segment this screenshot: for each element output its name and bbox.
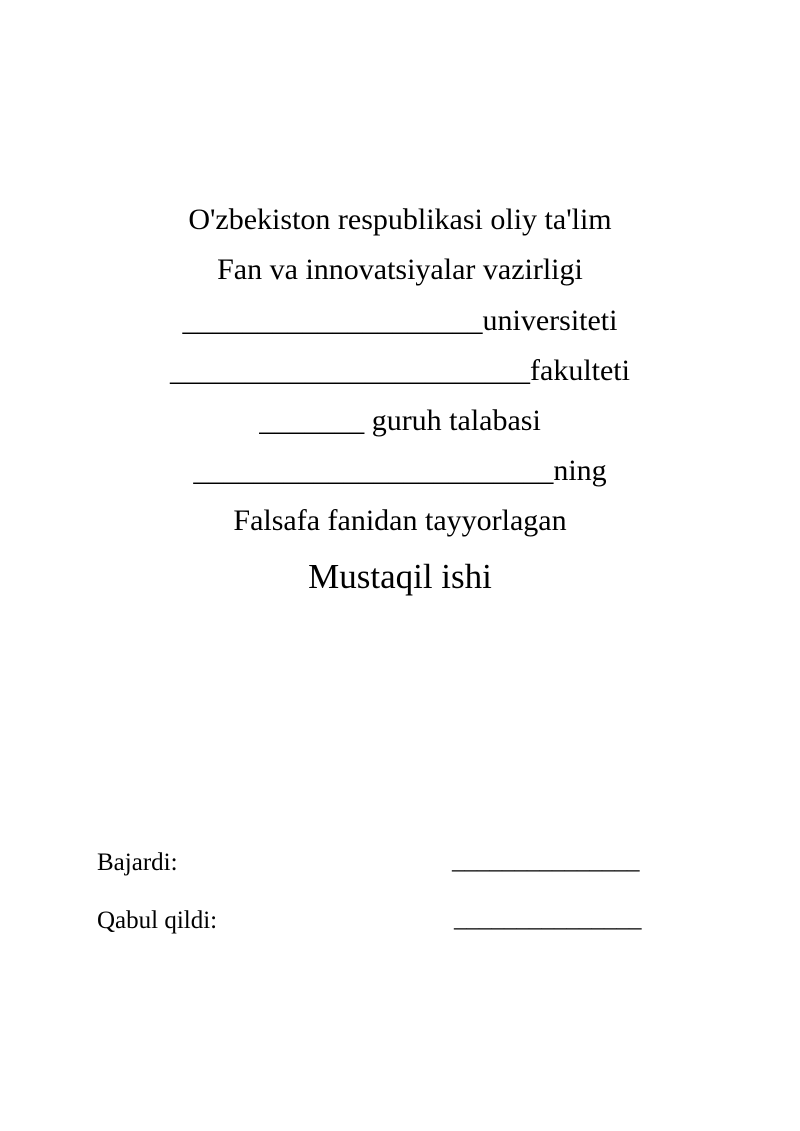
student-line: ________________________ning (193, 454, 607, 487)
faculty-line: ________________________fakulteti (170, 354, 630, 387)
accepted-by-label: Qabul qildi: (97, 907, 218, 934)
university-line: ____________________universiteti (182, 304, 618, 337)
subject-line: Falsafa fanidan tayyorlagan (233, 504, 567, 537)
accepted-by-signature-line: _______________ (454, 905, 642, 932)
performed-by-signature-line: _______________ (452, 847, 640, 874)
document-title: Mustaqil ishi (308, 557, 492, 596)
performed-by-label: Bajardi: (97, 849, 178, 876)
ministry-line-2: Fan va innovatsiyalar vazirligi (217, 253, 583, 286)
group-line: _______ guruh talabasi (259, 404, 541, 437)
ministry-line-1: O'zbekiston respublikasi oliy ta'lim (188, 203, 612, 236)
